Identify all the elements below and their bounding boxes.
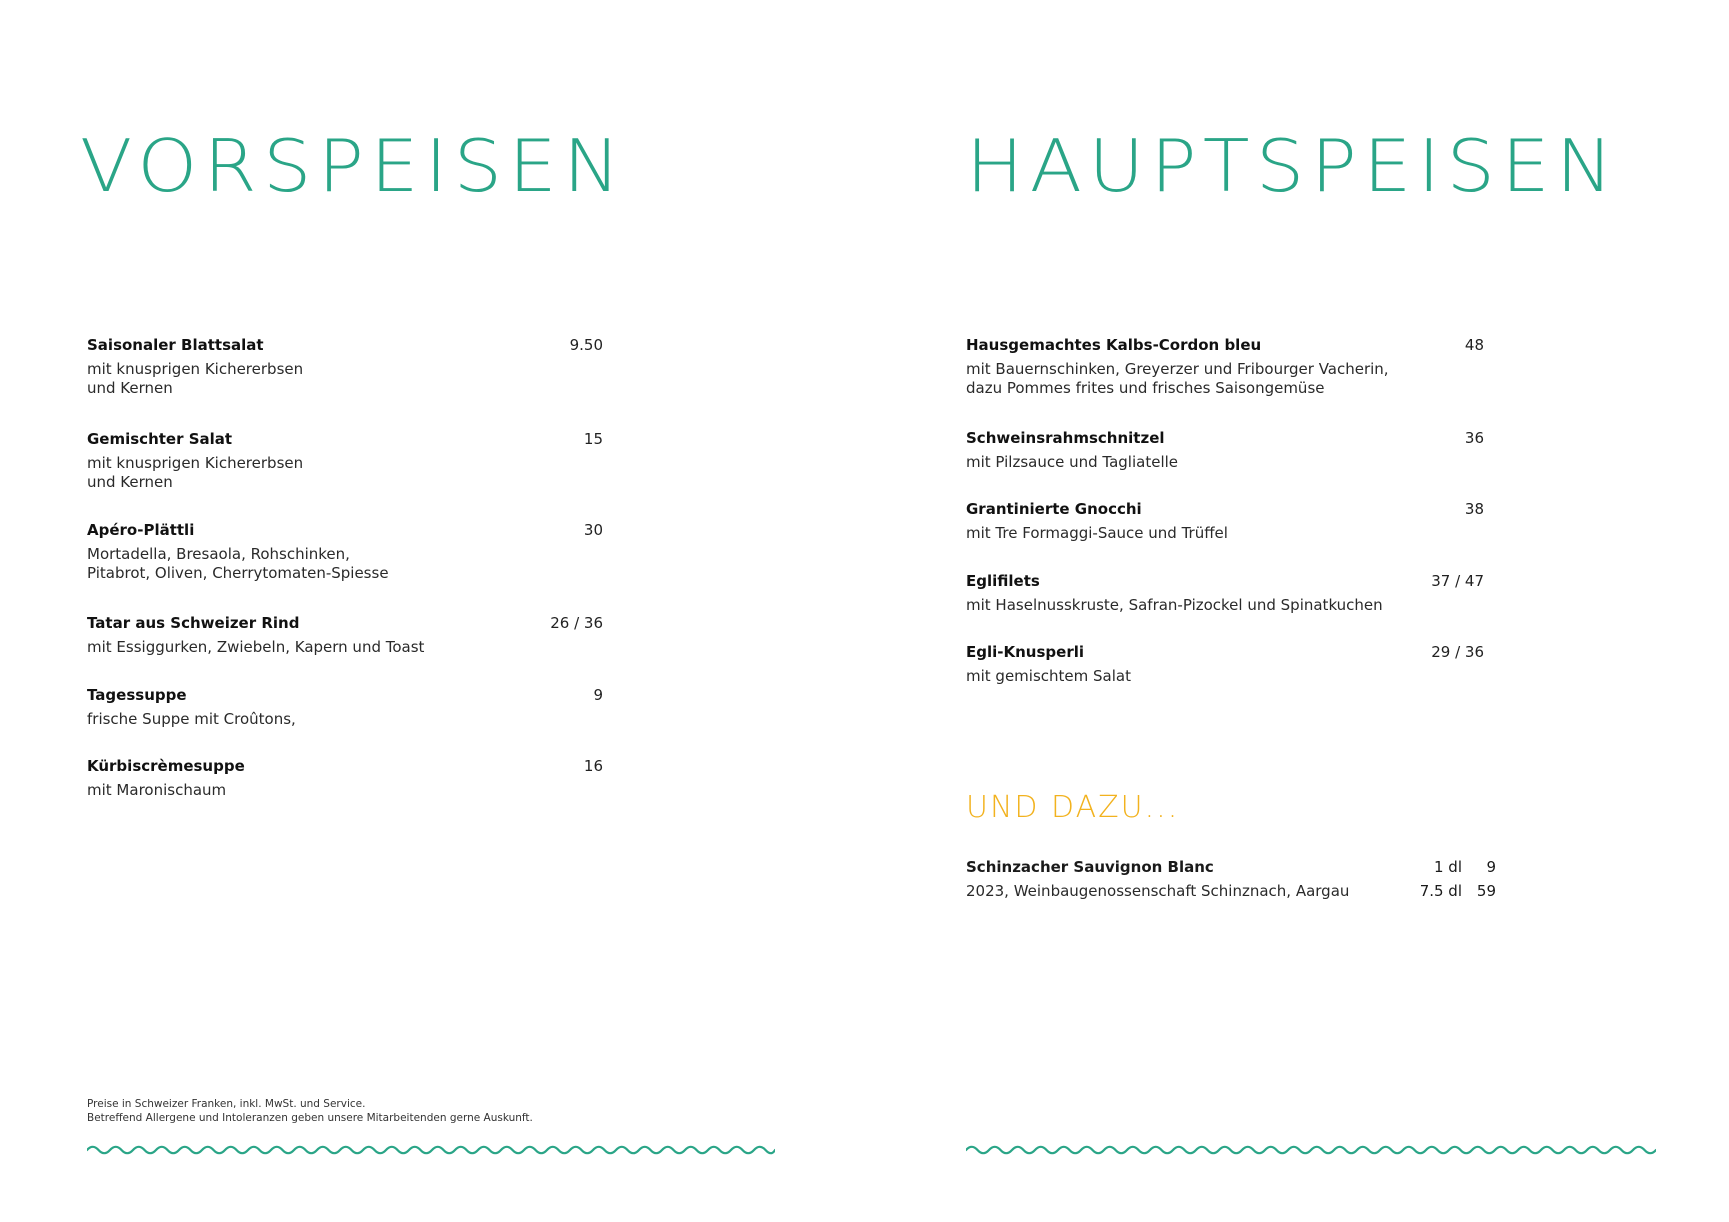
item-description: mit Bauernschinken, Greyerzer und Fribourger Vacherin, dazu Pommes frites und frisches Saisongemüse (966, 360, 1389, 397)
item-price: 15 (583, 430, 603, 448)
item-description: frische Suppe mit Croûtons, (87, 710, 296, 728)
vorspeisen-title: VORSPEISEN (80, 124, 627, 208)
price-footnote (87, 1097, 533, 1125)
item-name: Kürbiscrèmesuppe (87, 757, 245, 775)
item-price: 38 (1464, 500, 1484, 518)
item-name: Grantinierte Gnocchi (966, 500, 1142, 518)
item-price: 16 (583, 757, 603, 775)
item-price: 26 / 36 (550, 614, 603, 632)
footnote-line: Preise in Schweizer Franken, inkl. MwSt. und Service. (87, 1098, 366, 1110)
item-price: 9.50 (569, 336, 603, 354)
hauptspeisen-title: HAUPTSPEISEN (966, 124, 1620, 208)
item-price: 30 (583, 521, 603, 539)
wine-price-small: 9 (1486, 858, 1496, 876)
item-description: mit Maronischaum (87, 781, 227, 799)
item-price: 48 (1464, 336, 1484, 354)
wine-volume-large: 7.5 dl (1419, 882, 1462, 900)
item-name: Apéro-Plättli (87, 521, 195, 539)
wine-price-large: 59 (1476, 882, 1496, 900)
wave-divider-icon (87, 1144, 775, 1156)
item-name: Schweinsrahmschnitzel (966, 429, 1165, 447)
item-name: Gemischter Salat (87, 430, 233, 448)
item-description: mit Haselnusskruste, Safran-Pizockel und Spinatkuchen (966, 596, 1383, 614)
item-description: mit knusprigen Kichererbsen und Kernen (87, 454, 304, 491)
item-price: 9 (593, 686, 603, 704)
item-price: 37 / 47 (1431, 572, 1484, 590)
wave-divider-icon (966, 1144, 1656, 1156)
item-name: Hausgemachtes Kalbs-Cordon bleu (966, 336, 1262, 354)
wine-name: Schinzacher Sauvignon Blanc (966, 858, 1214, 876)
item-description: mit Essiggurken, Zwiebeln, Kapern und Toast (87, 638, 425, 656)
und-dazu-heading: UND DAZU... (966, 790, 1180, 825)
item-description: Mortadella, Bresaola, Rohschinken, Pitabrot, Oliven, Cherrytomaten-Spiesse (87, 545, 389, 582)
item-description: mit Tre Formaggi-Sauce und Trüffel (966, 524, 1228, 542)
wine-description: 2023, Weinbaugenossenschaft Schinznach, Aargau (966, 882, 1350, 900)
item-price: 29 / 36 (1431, 643, 1484, 661)
item-name: Egli-Knusperli (966, 643, 1084, 661)
item-description: mit knusprigen Kichererbsen und Kernen (87, 360, 304, 397)
item-name: Tagessuppe (87, 686, 187, 704)
item-name: Tatar aus Schweizer Rind (87, 614, 300, 632)
item-name: Eglifilets (966, 572, 1040, 590)
item-description: mit Pilzsauce und Tagliatelle (966, 453, 1179, 471)
footnote-line: Betreffend Allergene und Intoleranzen geben unsere Mitarbeitenden gerne Auskunft. (87, 1112, 533, 1124)
item-price: 36 (1464, 429, 1484, 447)
wine-volume-small: 1 dl (1433, 858, 1462, 876)
item-description: mit gemischtem Salat (966, 667, 1131, 685)
item-name: Saisonaler Blattsalat (87, 336, 264, 354)
